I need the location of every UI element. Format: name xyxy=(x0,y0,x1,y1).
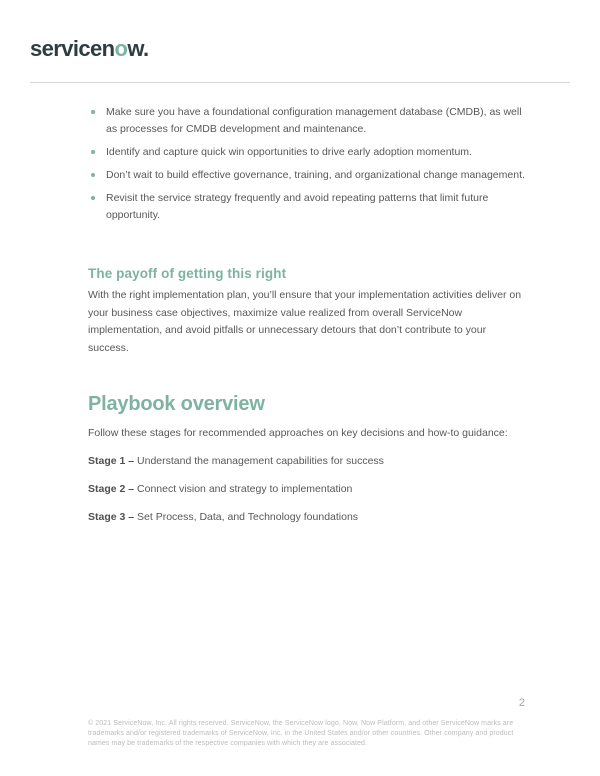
page-number: 2 xyxy=(518,697,525,709)
payoff-heading: The payoff of getting this right xyxy=(88,266,287,281)
list-item xyxy=(88,167,526,184)
logo-o-icon: o xyxy=(114,36,128,61)
bullet-icon xyxy=(91,150,95,154)
payoff-section xyxy=(88,265,526,357)
bullet-icon xyxy=(91,110,95,114)
stage-3-label: Stage 3 – xyxy=(88,511,135,523)
header-divider xyxy=(30,82,570,83)
stage-1-label: Stage 1 – xyxy=(88,455,135,467)
logo-text-prefix: servicen xyxy=(30,36,115,61)
bullet-text: Don’t wait to build effective governance, training, and organizational change management. xyxy=(106,169,525,181)
list-item xyxy=(88,190,526,224)
footer-legal-text: © 2021 ServiceNow, Inc. All rights reserved. ServiceNow, the ServiceNow logo, Now, Now Platform, and other ServiceNow marks are trademarks and/or registered trademarks of ServiceNow, Inc. in the United States and/or other countries. Other company and product names may be trademarks of the respective companies with which they are associated. xyxy=(88,720,514,747)
servicenow-logo xyxy=(30,36,149,62)
stage-3-text: Set Process, Data, and Technology foundations xyxy=(134,511,359,523)
stage-2-label: Stage 2 – xyxy=(88,483,135,495)
stage-3-line xyxy=(88,509,526,526)
bullet-list xyxy=(88,104,526,224)
overview-intro: Follow these stages for recommended approaches on key decisions and how-to guidance: xyxy=(88,427,508,439)
list-item xyxy=(88,104,526,138)
content-column xyxy=(88,104,526,526)
playbook-overview-section xyxy=(88,393,526,526)
bullet-text: Make sure you have a foundational configuration management database (CMDB), as well as processes for CMDB development and maintenance. xyxy=(106,106,522,135)
stage-2-line xyxy=(88,481,526,498)
payoff-body: With the right implementation plan, you’ll ensure that your implementation activities deliver on your business case objectives, maximize value realized from overall ServiceNow implementation, and avoid pitfalls or unnecessary detours that don’t contribute to your success. xyxy=(88,289,522,354)
page-title: Playbook overview xyxy=(88,393,265,415)
stage-2-text: Connect vision and strategy to implementation xyxy=(134,483,353,495)
stage-1-line xyxy=(88,453,526,470)
bullet-text: Revisit the service strategy frequently and avoid repeating patterns that limit future opportunity. xyxy=(106,192,489,221)
bullet-text: Identify and capture quick win opportunities to drive early adoption momentum. xyxy=(106,146,472,158)
list-item xyxy=(88,144,526,161)
bullet-icon xyxy=(91,173,95,177)
logo-text-suffix: w. xyxy=(127,36,149,61)
stage-1-text: Understand the management capabilities for success xyxy=(134,455,384,467)
bullet-icon xyxy=(91,196,95,200)
